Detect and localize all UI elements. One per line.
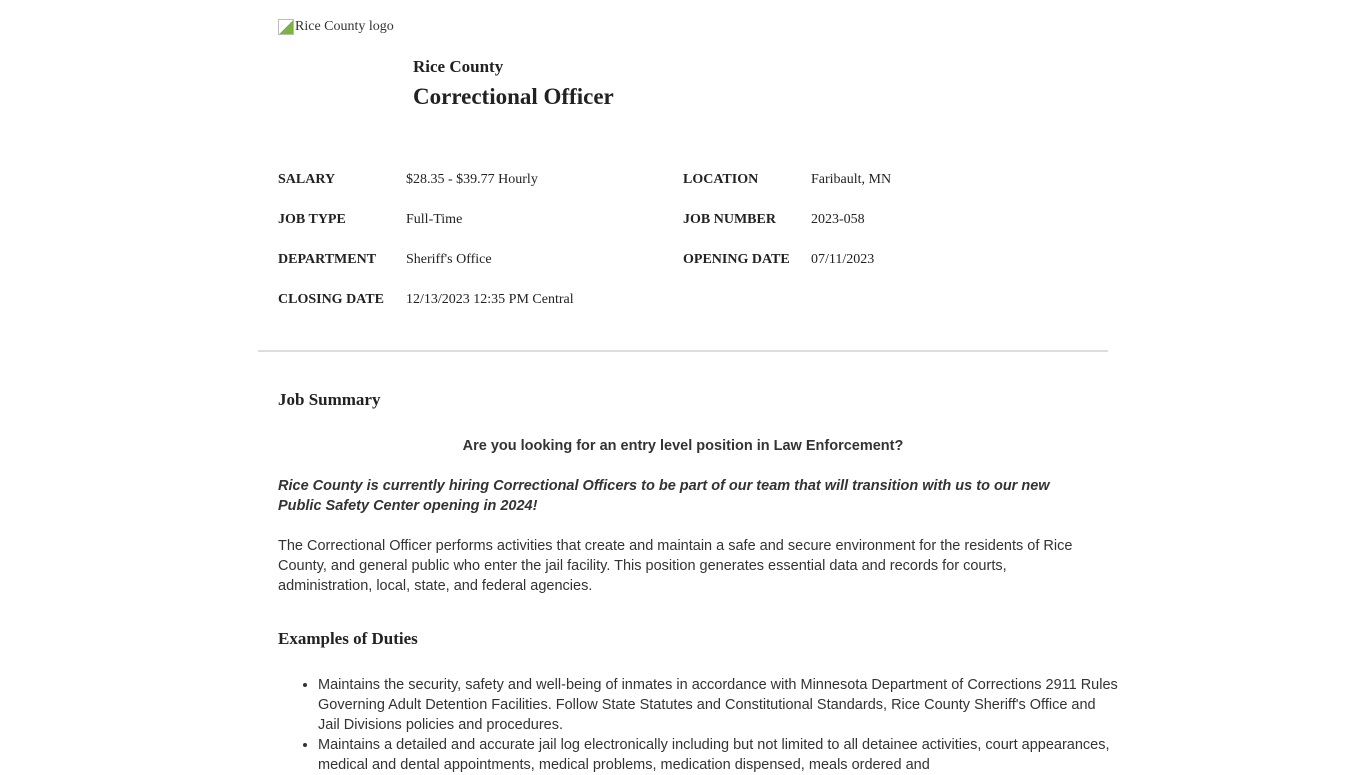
- job-title: Correctional Officer: [413, 84, 614, 109]
- detail-label: OPENING DATE: [683, 252, 790, 267]
- duties-heading: Examples of Duties: [278, 629, 418, 648]
- detail-label: LOCATION: [683, 172, 759, 187]
- detail-value: Full-Time: [406, 212, 463, 227]
- detail-label: SALARY: [278, 172, 336, 187]
- summary-highlight: Rice County is currently hiring Correctional Officers to be part of our team that will transition with us to our new Public Safety Center opening in 2024!: [278, 478, 1050, 514]
- detail-label: JOB NUMBER: [683, 212, 776, 227]
- detail-label: DEPARTMENT: [278, 252, 377, 267]
- broken-image-icon: [278, 19, 294, 35]
- detail-value: 12/13/2023 12:35 PM Central: [406, 292, 574, 307]
- detail-value: $28.35 - $39.77 Hourly: [406, 172, 538, 187]
- duties-list: [278, 675, 1118, 775]
- summary-question: Are you looking for an entry level position in Law Enforcement?: [462, 438, 904, 454]
- logo-alt-text: Rice County logo: [295, 19, 394, 34]
- detail-value: 2023-058: [811, 212, 865, 227]
- detail-label: JOB TYPE: [278, 212, 346, 227]
- duty-item: • Maintains the security, safety and well-being of inmates in accordance with Minnesota Department of Corrections 2911 Rules Governing Adult Detention Facilities. Follow State Statutes and Constitutional Standards, Rice County Sheriff's Office and Jail Divisions policies and procedures.: [318, 675, 1118, 735]
- section-divider: [258, 350, 1108, 352]
- agency-name: Rice County: [413, 57, 504, 76]
- detail-value: Sheriff's Office: [406, 252, 492, 267]
- duty-item: • Maintains a detailed and accurate jail log electronically including but not limited to all detainee activities, court appearances, medical and dental appointments, medical problems, medication dispensed, meals ordered and: [318, 735, 1118, 775]
- job-summary-heading: Job Summary: [278, 390, 381, 409]
- detail-value: Faribault, MN: [811, 172, 892, 187]
- detail-value: 07/11/2023: [811, 252, 875, 267]
- agency-logo: [278, 19, 394, 35]
- detail-label: CLOSING DATE: [278, 292, 384, 307]
- summary-body: The Correctional Officer performs activities that create and maintain a safe and secure environment for the residents of Rice County, and general public who enter the jail facility. This position generates essential data and records for courts, administration, local, state, and federal agencies.: [278, 538, 1073, 594]
